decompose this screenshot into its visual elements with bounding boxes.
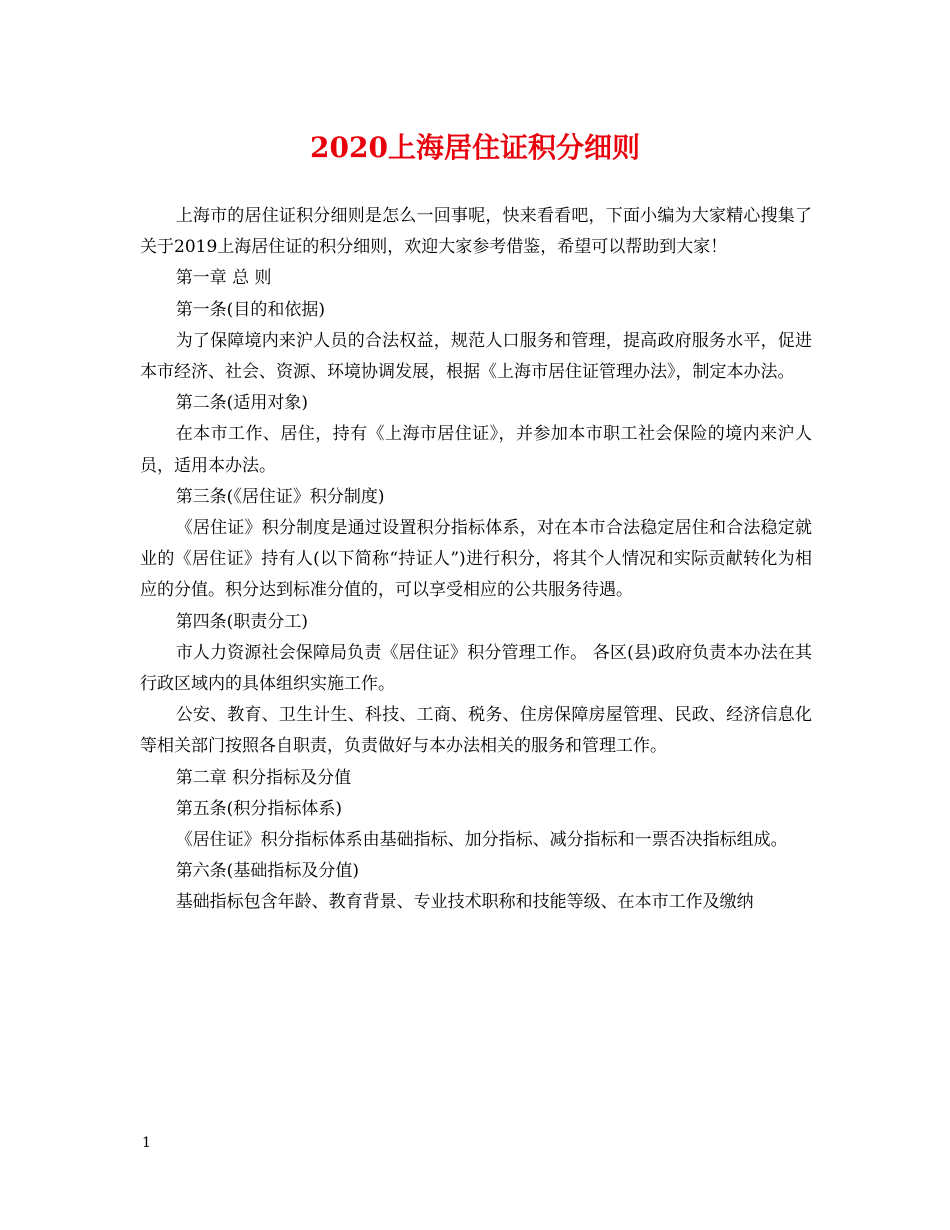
paragraph: 公安、教育、卫生计生、科技、工商、税务、住房保障房屋管理、民政、经济信息化等相关部门按照各自职责，负责做好与本办法相关的服务和管理工作。 <box>140 705 812 757</box>
paragraph: 《居住证》积分指标体系由基础指标、加分指标、减分指标和一票否决指标组成。 <box>175 830 788 851</box>
paragraph-intro: 上海市的居住证积分细则是怎么一回事呢，快来看看吧，下面小编为大家精心搜集了关于2019上海居住证的积分细则，欢迎大家参考借鉴，希望可以帮助到大家！ <box>140 206 812 258</box>
article-heading-2: 第二条(适用对象) <box>175 393 308 414</box>
document-body <box>140 201 812 919</box>
article-heading-4: 第四条(职责分工) <box>175 611 308 632</box>
paragraph: 基础指标包含年龄、教育背景、专业技术职称和技能等级、在本市工作及缴纳 <box>175 892 754 913</box>
article-heading-6: 第六条(基础指标及分值) <box>175 861 359 882</box>
article-heading-1: 第一条(目的和依据) <box>175 299 325 320</box>
document-title: 2020上海居住证积分细则 <box>310 131 640 164</box>
paragraph: 《居住证》积分制度是通过设置积分指标体系，对在本市合法稳定居住和合法稳定就业的《居住证》持有人(以下简称“持证人”)进行积分，将其个人情况和实际贡献转化为相应的分值。积分达到标准分值的，可以享受相应的公共服务待遇。 <box>140 518 812 601</box>
chapter-heading-1: 第一章 总 则 <box>175 268 272 289</box>
paragraph: 为了保障境内来沪人员的合法权益，规范人口服务和管理，提高政府服务水平，促进本市经济、社会、资源、环境协调发展，根据《上海市居住证管理办法》，制定本办法。 <box>140 330 812 383</box>
page-number: 1 <box>142 1135 151 1151</box>
article-heading-5: 第五条(积分指标体系) <box>175 798 342 819</box>
paragraph: 在本市工作、居住，持有《上海市居住证》，并参加本市职工社会保险的境内来沪人员，适用本办法。 <box>140 424 812 476</box>
chapter-heading-2: 第二章 积分指标及分值 <box>175 767 352 788</box>
paragraph: 市人力资源社会保障局负责《居住证》积分管理工作。 各区(县)政府负责本办法在其行政区域内的具体组织实施工作。 <box>140 642 812 695</box>
article-heading-3: 第三条(《居住证》积分制度) <box>175 486 385 507</box>
